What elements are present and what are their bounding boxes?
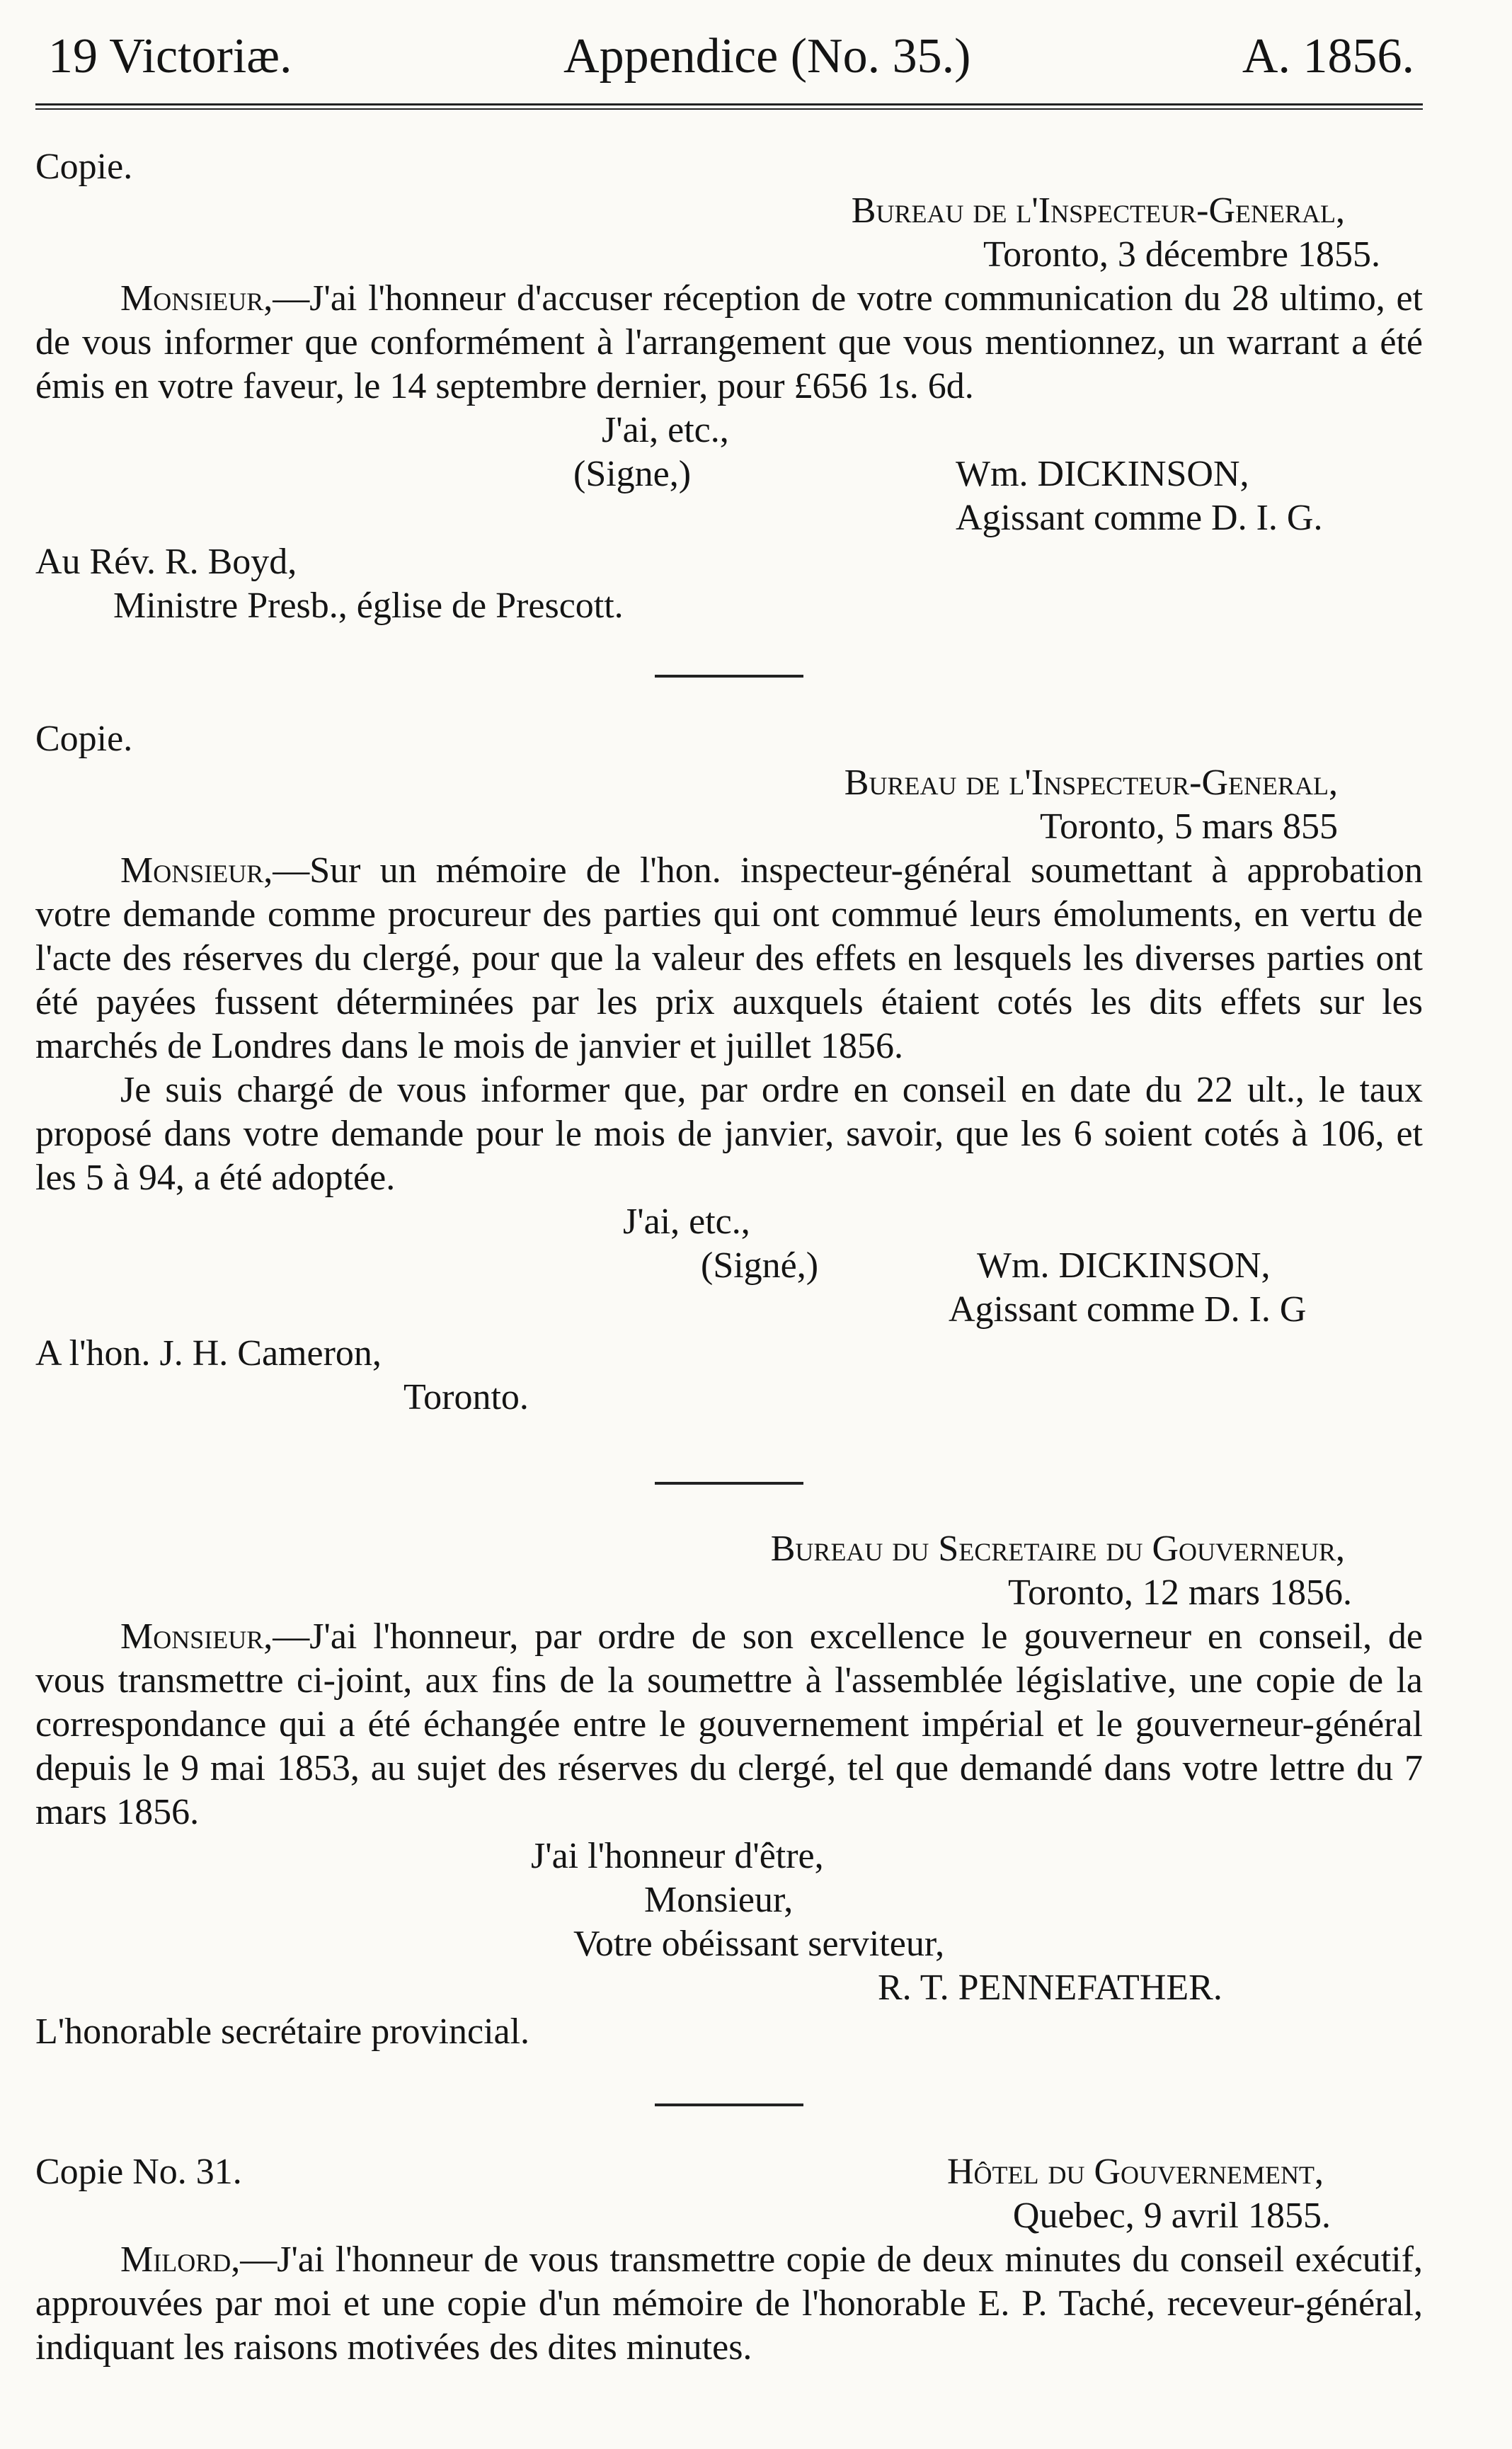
copie-label: Copie No. 31. (35, 2152, 242, 2192)
office-heading: Hôtel du Gouvernement, (946, 2152, 1324, 2192)
header-session: 19 Victoriæ. (48, 29, 292, 84)
document-page (35, 28, 1423, 2370)
place-date: Toronto, 3 décembre 1855. (983, 234, 1380, 275)
separator-rule (655, 1482, 803, 1485)
letter-body (35, 2238, 1423, 2370)
closing-line-1: J'ai l'honneur d'être, (531, 1836, 824, 1876)
body-text: —J'ai l'honneur de vous transmettre copie de deux minutes du conseil exécutif, approuvées par moi et une copie d'un mémoire de l'honorable E. P. Taché, receveur-général, indiquant les raisons motivées des dites minutes. (35, 2239, 1423, 2368)
signe-label: (Signe,) (573, 454, 692, 494)
closing-line-3: Votre obéissant serviteur, (573, 1924, 945, 1964)
signature-row (35, 452, 1423, 496)
signer-title: Agissant comme D. I. G (949, 1289, 1307, 1330)
office-heading: Bureau de l'Inspecteur-General, (851, 190, 1345, 231)
signer-name: R. T. PENNEFATHER. (878, 1968, 1222, 2008)
closing: J'ai, etc., (623, 1201, 750, 1242)
addressee-name: A l'hon. J. H. Cameron, (35, 1333, 382, 1374)
office-heading: Bureau du Secretaire du Gouverneur, (770, 1529, 1345, 1569)
place-date: Toronto, 5 mars 855 (1040, 806, 1338, 847)
office-heading: Bureau de l'Inspecteur-General, (844, 763, 1338, 803)
letter-1 (35, 145, 1423, 628)
addressee-name: L'honorable secrétaire provincial. (35, 2011, 530, 2052)
copie-label: Copie. (35, 719, 133, 759)
addressee-detail: Ministre Presb., église de Prescott. (113, 586, 624, 626)
signe-label: (Signé,) (701, 1245, 819, 1286)
addressee-name: Au Rév. R. Boyd, (35, 542, 297, 582)
header-appendix: Appendice (No. 35.) (563, 29, 971, 84)
salutation: Monsieur, (120, 1616, 273, 1657)
place-date: Toronto, 12 mars 1856. (1008, 1572, 1352, 1613)
signer-title: Agissant comme D. I. G. (956, 498, 1323, 538)
separator-rule (655, 2103, 803, 2106)
letter-body (35, 849, 1423, 1068)
body-text: —J'ai l'honneur d'accuser réception de votre communication du 28 ultimo, et de vous informer que conformément à l'arrangement que vous mentionnez, un warrant a été émis en votre faveur, le 14 septembre dernier, pour £656 1s. 6d. (35, 278, 1423, 406)
signer-name: Wm. DICKINSON, (956, 454, 1249, 494)
header-year: A. 1856. (1242, 29, 1414, 84)
closing-line-2: Monsieur, (644, 1880, 794, 1920)
place-date: Quebec, 9 avril 1855. (1012, 2196, 1331, 2236)
header-rule (35, 103, 1423, 110)
signer-name: Wm. DICKINSON, (977, 1245, 1271, 1286)
body-text: —Sur un mémoire de l'hon. inspecteur-général soumettant à approbation votre demande comme procureur des parties qui ont commué leurs émoluments, en vertu de l'acte des réserves du clergé, pour que la valeur des effets en lesquels les diverses parties ont été payées fussent déterminées par les prix auxquels étaient cotés les dits effets sur les marchés de Londres dans le mois de janvier et juillet 1856. (35, 850, 1423, 1066)
separator-rule (655, 675, 803, 678)
letter-2 (35, 717, 1423, 1420)
closing: J'ai, etc., (602, 410, 729, 450)
salutation: Monsieur, (120, 850, 273, 891)
page-header (35, 28, 1423, 85)
letter-body-2: Je suis chargé de vous informer que, par ordre en conseil en date du 22 ult., le taux proposé dans votre demande pour le mois de janvier, savoir, que les 6 soient cotés à 106, et les 5 à 94, a été adoptée. (35, 1070, 1423, 1198)
salutation: Milord, (120, 2239, 241, 2280)
addressee-detail: Toronto. (403, 1377, 529, 1417)
letter-body (35, 277, 1423, 409)
letter-body (35, 1615, 1423, 1834)
copie-label: Copie. (35, 147, 133, 187)
salutation: Monsieur, (120, 278, 273, 319)
letter-4 (35, 2150, 1423, 2370)
body-text: —J'ai l'honneur, par ordre de son excellence le gouverneur en conseil, de vous transmettre ci-joint, aux fins de la soumettre à l'assemblée législative, une copie de la correspondance qui a été échangée entre le gouvernement impérial et le gouverneur-général depuis le 9 mai 1853, au sujet des réserves du clergé, tel que demandé dans votre lettre du 7 mars 1856. (35, 1616, 1423, 1832)
letter-4-heading (35, 2150, 1423, 2194)
letter-3 (35, 1527, 1423, 2054)
signature-row (35, 1244, 1423, 1288)
